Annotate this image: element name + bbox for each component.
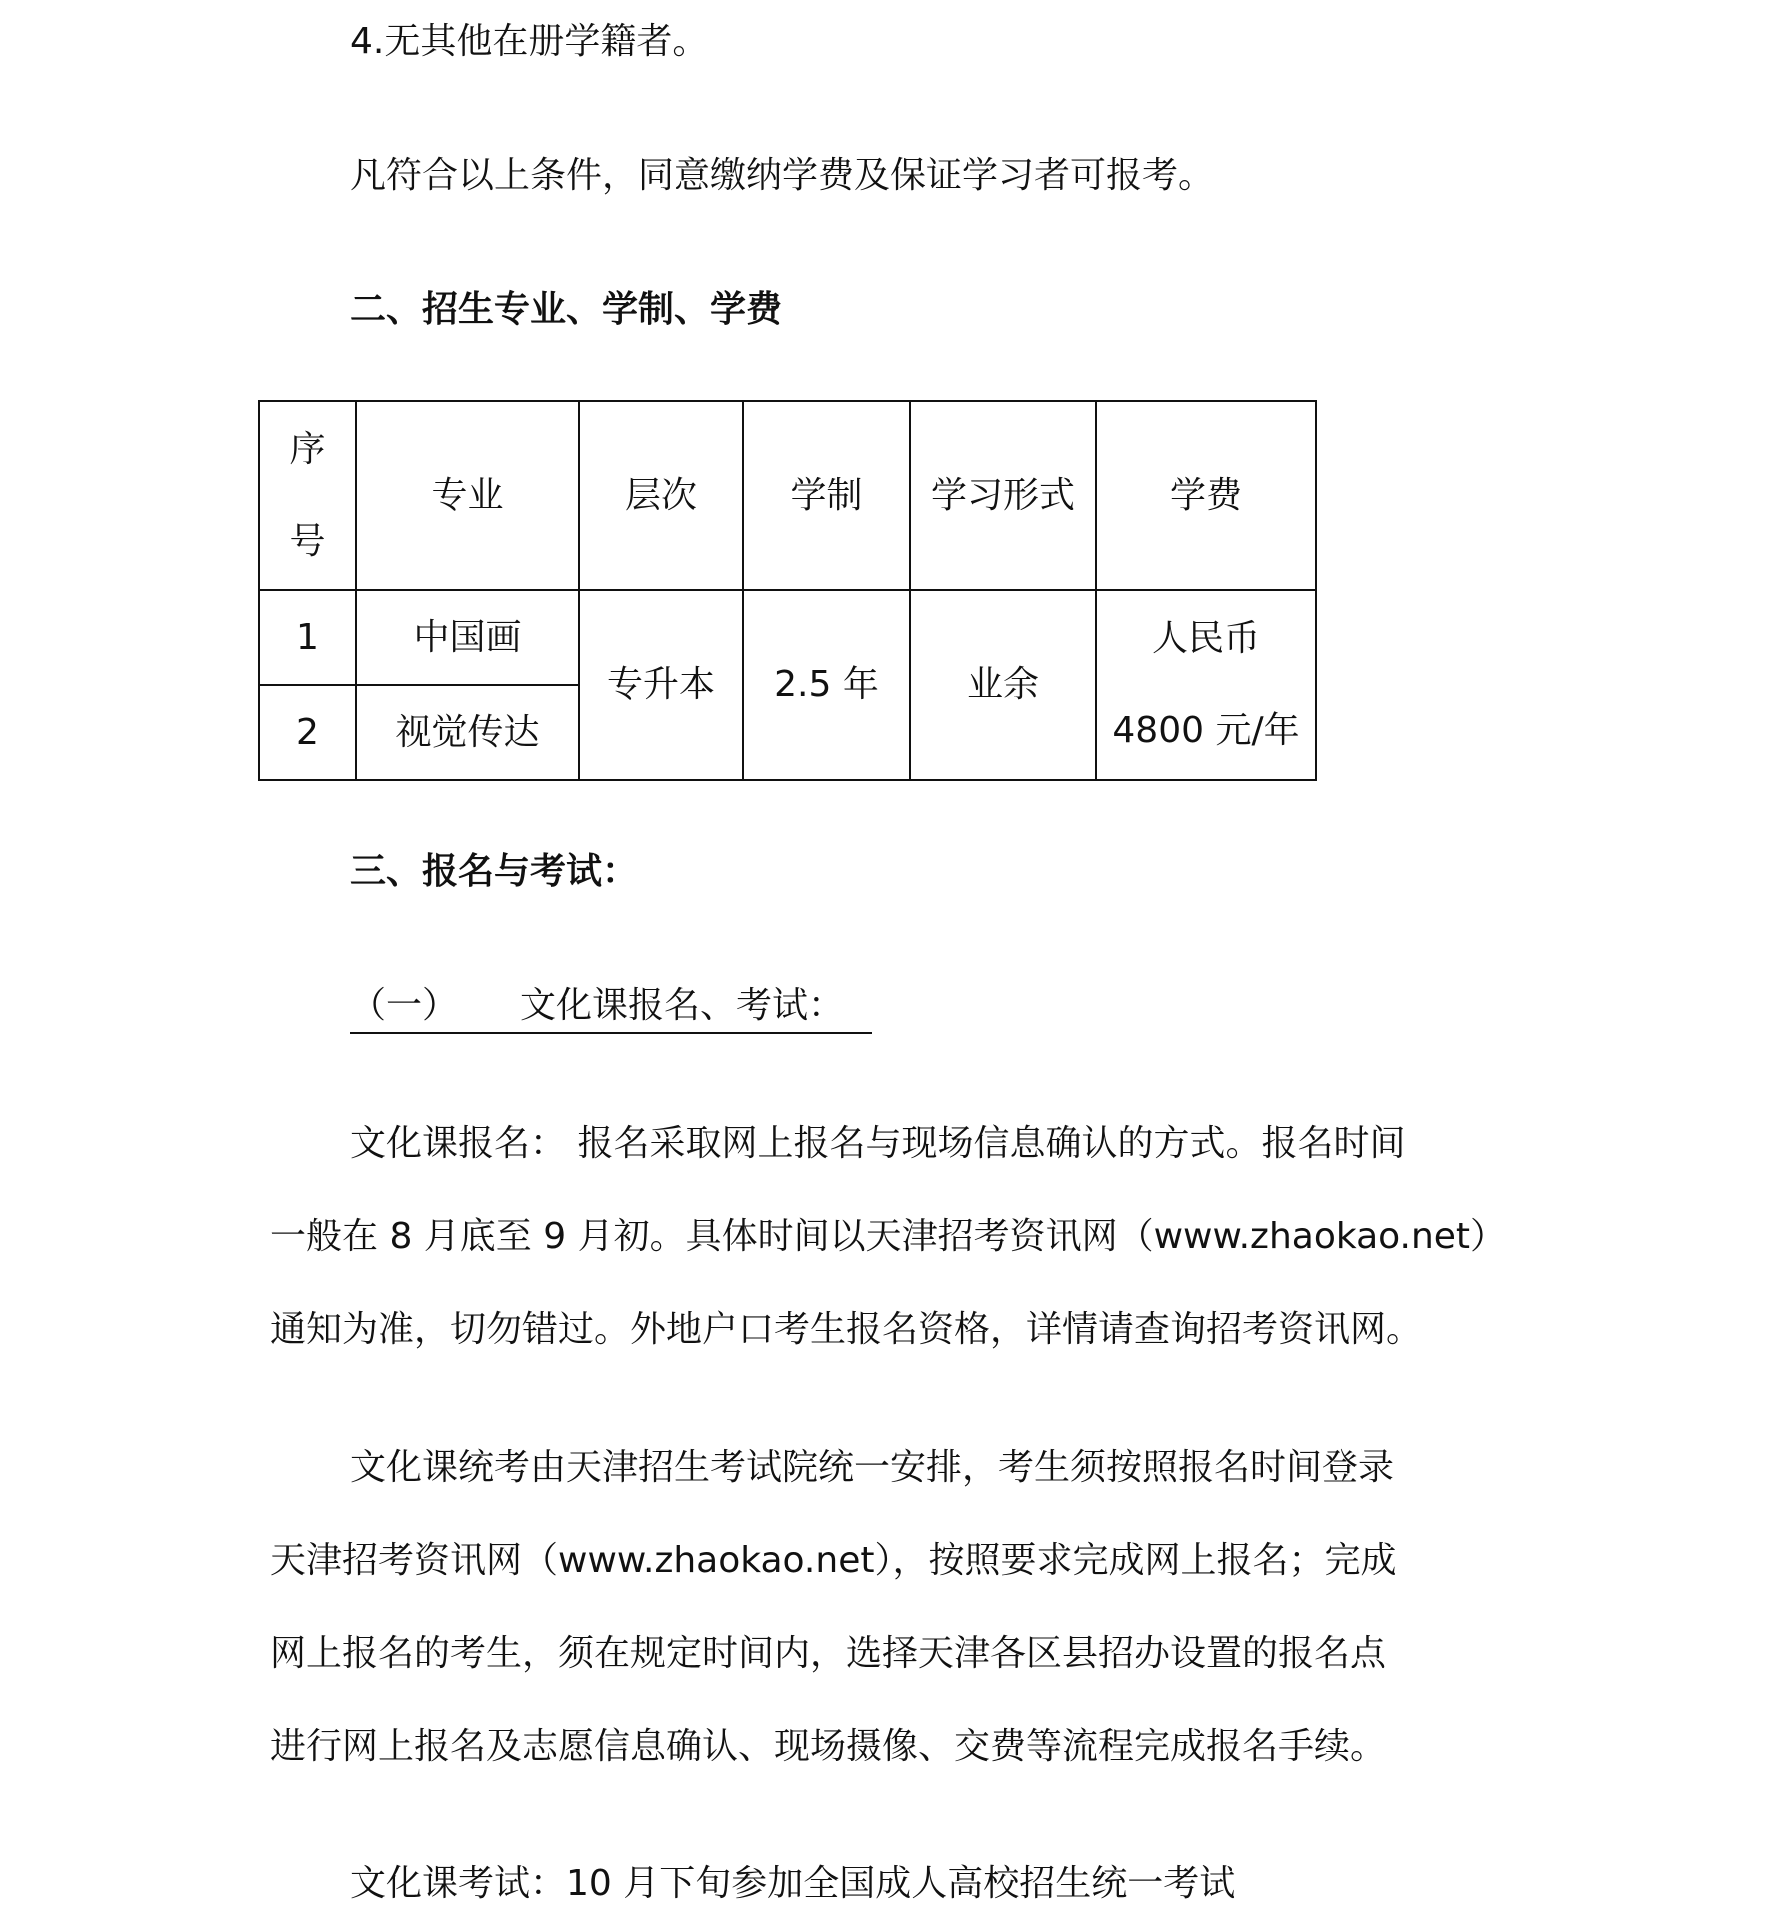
requirement-item-4: 4.无其他在册学籍者。: [350, 21, 709, 62]
cell-study-form: 业余: [910, 590, 1096, 780]
row-seq: 2: [259, 685, 356, 780]
table-row: [259, 590, 1316, 685]
paragraph-line: 文化课报名： 报名采取网上报名与现场信息确认的方式。报名时间: [350, 1123, 1406, 1164]
header-duration: 学制: [743, 401, 910, 590]
paragraph-line: 网上报名的考生，须在规定时间内，选择天津各区县招办设置的报名点: [270, 1633, 1387, 1674]
paragraph-line: 一般在 8 月底至 9 月初。具体时间以天津招考资讯网（www.zhaokao.net）: [270, 1216, 1507, 1257]
cell-duration: 2.5 年: [743, 590, 910, 780]
header-level: 层次: [579, 401, 743, 590]
row-seq: 1: [259, 590, 356, 685]
header-seq: 序 号: [259, 401, 356, 590]
paragraph-line: 天津招考资讯网（www.zhaokao.net），按照要求完成网上报名；完成: [270, 1540, 1397, 1581]
cell-fee: 人民币 4800 元/年: [1096, 590, 1316, 780]
paragraph-line: 文化课考试：10 月下旬参加全国成人高校招生统一考试: [350, 1863, 1236, 1904]
programs-table: [258, 400, 1317, 781]
row-major: 中国画: [356, 590, 579, 685]
paragraph-line: 文化课统考由天津招生考试院统一安排，考生须按照报名时间登录: [350, 1447, 1395, 1488]
header-major: 专业: [356, 401, 579, 590]
header-fee: 学费: [1096, 401, 1316, 590]
subsection-number: （一）: [350, 985, 459, 1026]
cell-level: 专升本: [579, 590, 743, 780]
header-study-form: 学习形式: [910, 401, 1096, 590]
row-major: 视觉传达: [356, 685, 579, 780]
eligibility-statement: 凡符合以上条件，同意缴纳学费及保证学习者可报考。: [350, 155, 1215, 196]
subsection-title: 文化课报名、考试：: [520, 985, 845, 1026]
paragraph-line: 进行网上报名及志愿信息确认、现场摄像、交费等流程完成报名手续。: [270, 1726, 1387, 1767]
section-heading-programs: 二、招生专业、学制、学费: [350, 289, 783, 330]
table-header-row: [259, 401, 1316, 590]
paragraph-line: 通知为准，切勿错过。外地户口考生报名资格，详情请查询招考资讯网。: [270, 1309, 1423, 1350]
section-heading-registration: 三、报名与考试：: [350, 851, 639, 892]
subsection-heading: [350, 982, 872, 1034]
